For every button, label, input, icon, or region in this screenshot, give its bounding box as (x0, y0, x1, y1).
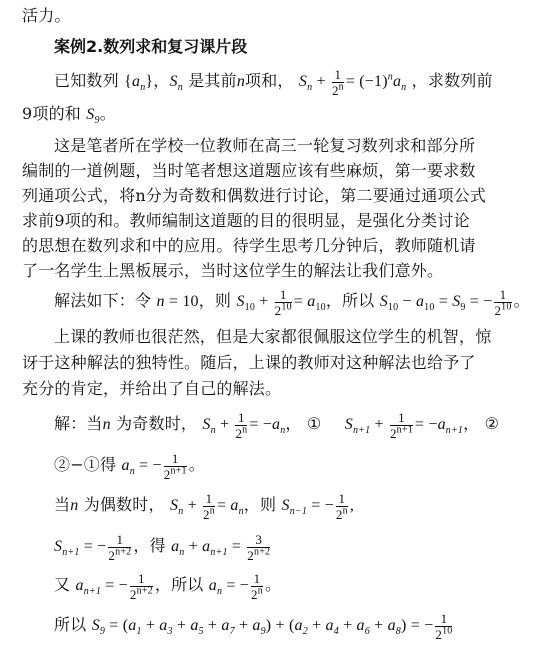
text: ， (153, 71, 170, 91)
text: 为偶数时， (83, 495, 165, 515)
text-line: 编制的一道例题，当时笔者想这道题应该有些麻烦，第一要求数 (22, 161, 476, 180)
text-line: 9项的和 $S_9$。 (22, 104, 116, 127)
text: 当 (54, 495, 71, 515)
formula: $S_{10}$ + $\frac{1}{2^{10}}$ = $a_{10}$ (236, 287, 326, 318)
formula: n (236, 73, 246, 91)
text: ②−①得 (54, 455, 117, 475)
text-line: 的思想在数列求和中的应用。待学生思考几分钟后，教师随机请 (22, 236, 476, 255)
solution-line (54, 572, 281, 601)
text: 。 (513, 291, 530, 311)
text: ，所以 (154, 575, 204, 595)
text: ，得 (133, 536, 166, 556)
solution-line (54, 288, 530, 317)
text-line: 讶于这种解法的独特性。随后，上课的教师对这种解法也给予了 (22, 353, 476, 372)
formula: $S_{n-1}$ = − $\frac{1}{2^n}$ (281, 491, 348, 522)
solution-line: 解：当n 为奇数时， $S_n$ + $\frac{1}{2^n}$ = $-a_n$， ① $S_{n+1}$ + $\frac{1}{2^{n+1}}$ = $-a_{n+1}$， ② (54, 410, 500, 441)
text: 9项的和 (22, 104, 81, 123)
formula: $S_n$ + $\frac{1}{2^n}$ = $a_n$ (170, 491, 244, 522)
formula: $S_9$ (86, 106, 100, 127)
equation-number: ① (306, 414, 322, 434)
formula: $S_n$ (169, 73, 183, 94)
text: ，所以 (325, 291, 375, 311)
text: 解：当 (54, 414, 103, 434)
formula: $a_n$ = − $\frac{1}{2^n}$ (208, 571, 263, 602)
text: 。 (264, 575, 282, 595)
formula: $S_{n+1}$ = − $\frac{1}{2^{n+2}}$ (54, 532, 132, 563)
text-line: 这是笔者所在学校一位教师在高三一轮复习数列求和部分所 (54, 136, 476, 155)
text-line: 求前9项的和。教师编制这道题的目的很明显，是强化分类讨论 (22, 211, 470, 230)
formula: $S_9 = (a_1 + a_3 + a_5 + a_7 + a_9) + (a_2 + a_4 + a_6 + a_8)$ = − $\frac{1}{2^{10}}$ (91, 611, 453, 642)
solution-line (54, 452, 205, 481)
text-line: 上课的教师也很茫然，但是大家都很佩服这位学生的机智，惊 (54, 327, 492, 346)
formula: $a_n$ = − $\frac{1}{2^{n+1}}$ (121, 451, 187, 482)
formula: n (70, 497, 79, 515)
section-heading: 案例2.数列求和复习课片段 (54, 37, 248, 56)
formula: $S_n$ + $\frac{1}{2^n}$ = $-a_n$ (202, 410, 286, 441)
text: 已知数列 (54, 71, 119, 91)
text: 活力。 (22, 6, 71, 25)
text: 。 (188, 455, 205, 475)
text: 解法如下：令 (54, 291, 152, 311)
text-line: 充分的肯定，并给出了自己的解法。 (22, 379, 282, 398)
problem-statement (54, 68, 493, 97)
formula: n = 10 (156, 293, 199, 311)
text-line: 了一名学生上黑板展示，当时这位学生的解法让我们意外。 (22, 261, 444, 280)
formula: $\{a_n\}$ (124, 73, 154, 94)
equation-number: ② (484, 414, 500, 434)
formula: $a_n + a_{n+1}$ = $\frac{3}{2^{n+2}}$ (171, 532, 271, 563)
text: 为奇数时， (116, 414, 198, 434)
formula: n (102, 416, 111, 434)
text: 所以 (54, 615, 87, 635)
formula: $S_{n+1}$ + $\frac{1}{2^{n+1}}$ = $-a_{n+1}$ (344, 410, 464, 441)
solution-line (54, 533, 272, 562)
text: ，则 (243, 495, 277, 515)
formula: $S_{10} - a_{10} = S_9$ = − $\frac{1}{2^{10}}$ (379, 287, 512, 318)
solution-line: 当n 为偶数时， $S_n$ + $\frac{1}{2^n}$ = $a_n$，则 $S_{n-1}$ = − $\frac{1}{2^n}$ , (54, 491, 355, 522)
text: 是其前 (188, 71, 237, 91)
text-line: 列通项公式，将n分为奇数和偶数进行讨论，第二要通过通项公式 (22, 186, 487, 205)
text: 又 (54, 575, 71, 595)
formula: $a_{n+1}$ = − $\frac{1}{2^{n+2}}$ (75, 571, 153, 602)
formula: $S_n$ + $\frac{1}{2^n}$ = $(-1)^na_n$ (298, 67, 407, 98)
text: ，求数列前 (411, 71, 493, 91)
text: ，则 (198, 291, 232, 311)
solution-line (54, 612, 454, 641)
text: 项和， (245, 71, 294, 91)
text-line (22, 8, 71, 24)
